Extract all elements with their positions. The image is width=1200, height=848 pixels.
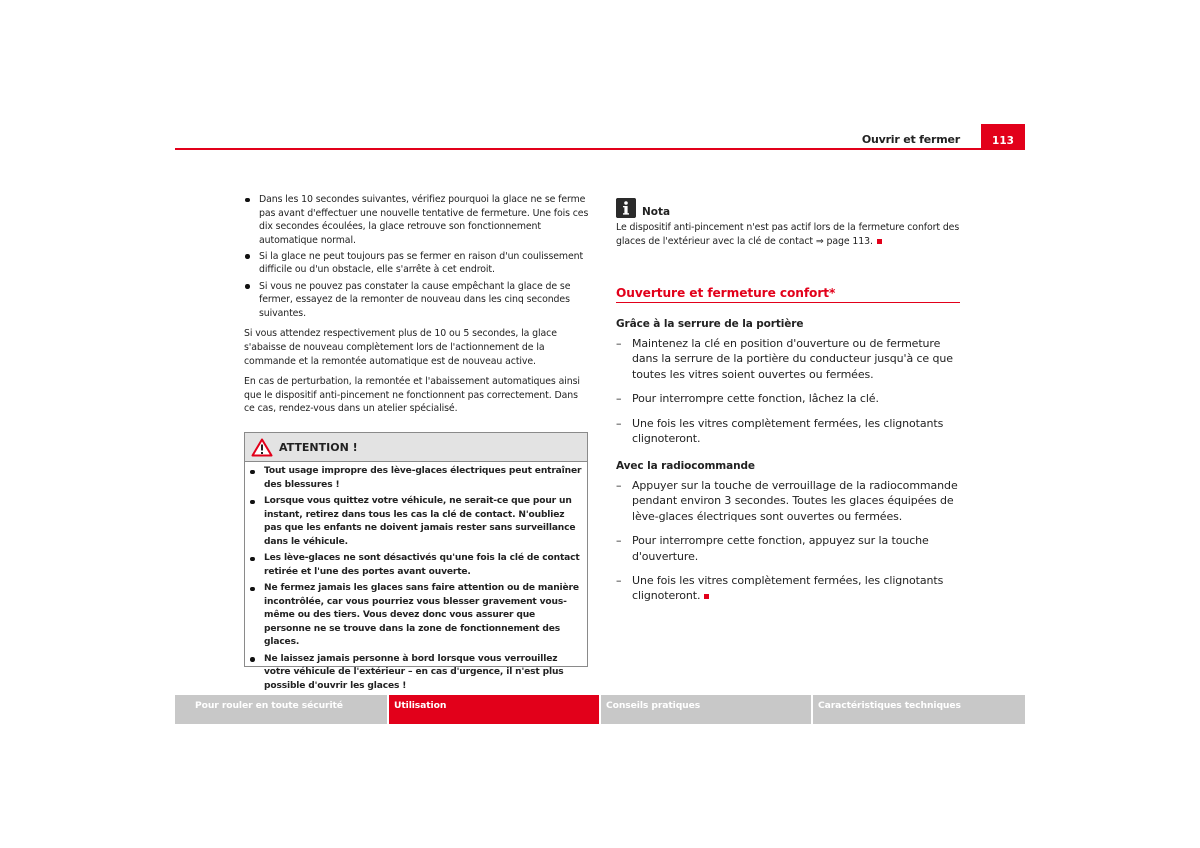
- bullet-icon: [244, 280, 252, 285]
- list-item: Si vous ne pouvez pas constater la cause empêchant la glace de se fermer, essayez de la remonter de nouveau dans les cinq secondes suivantes.: [244, 280, 589, 321]
- subsection-title: Grâce à la serrure de la portière: [616, 318, 804, 330]
- tab-caracteristiques[interactable]: Caractéristiques techniques: [813, 695, 1025, 724]
- bullet-icon: [244, 193, 252, 198]
- list-item: Ne laissez jamais personne à bord lorsque vous verrouillez votre véhicule de l'extérieur – en cas d'urgence, il n'est plus possible d'ouvrir les glaces !: [249, 653, 583, 694]
- end-marker-icon: [704, 594, 709, 599]
- list-item: Tout usage impropre des lève-glaces électriques peut entraîner des blessures !: [249, 465, 583, 492]
- note-title: Nota: [642, 206, 671, 218]
- warning-triangle-icon: [251, 438, 273, 457]
- bullet-icon: [249, 495, 257, 500]
- tab-utilisation[interactable]: Utilisation: [389, 695, 599, 724]
- bullet-icon: [244, 250, 252, 255]
- tab-pour-rouler[interactable]: Pour rouler en toute sécurité: [175, 695, 387, 724]
- list-item: – Maintenez la clé en position d'ouverture ou de fermeture dans la serrure de la portière du conducteur jusqu'à ce que toutes les vitres soient ouvertes ou fermées.: [616, 337, 953, 381]
- tab-conseils-pratiques[interactable]: Conseils pratiques: [601, 695, 811, 724]
- list-item: – Une fois les vitres complètement fermées, les clignotants clignoteront.: [616, 416, 944, 446]
- steps-list: [616, 478, 961, 604]
- attention-box: [244, 432, 588, 691]
- attention-title: ATTENTION !: [279, 440, 358, 454]
- list-item: Dans les 10 secondes suivantes, vérifiez pourquoi la glace ne se ferme pas avant d'effectuer une nouvelle tentative de fermeture. Une fois ces dix secondes écoulées, la glace retrouve son fonctionnement automatique normal.: [244, 193, 589, 247]
- page-number: 113: [981, 124, 1025, 149]
- bullet-icon: [249, 552, 257, 557]
- bullet-icon: [249, 465, 257, 470]
- section-title: Ouverture et fermeture confort*: [616, 286, 836, 300]
- list-item: Ne fermez jamais les glaces sans faire attention ou de manière incontrôlée, car vous pourriez vous blesser gravement vous-même ou des tiers. Vous devez donc vous assurer que personne ne se trouve dans la zone de fonctionnement des glaces.: [249, 582, 583, 650]
- list-item: – Pour interrompre cette fonction, lâchez la clé.: [616, 392, 879, 406]
- list-item: – Pour interrompre cette fonction, appuyez sur la touche d'ouverture.: [616, 534, 929, 563]
- list-item: – Une fois les vitres complètement fermées, les clignotants clignoteront.: [616, 574, 944, 603]
- info-icon: [616, 198, 636, 218]
- footer-nav: [175, 695, 1025, 724]
- attention-header: [245, 433, 587, 462]
- paragraph: Si vous attendez respectivement plus de 10 ou 5 secondes, la glace s'abaisse de nouveau complètement lors de l'actionnement de la commande et la remontée automatique est de nouveau active.: [244, 328, 557, 367]
- paragraph: En cas de perturbation, la remontée et l'abaissement automatiques ainsi que le dispositif anti-pincement ne fonctionnent pas correctement. Dans ce cas, rendez-vous dans un atelier spécialisé.: [244, 376, 580, 415]
- bullet-icon: [249, 653, 257, 658]
- list-item: Lorsque vous quittez votre véhicule, ne serait-ce que pour un instant, retirez dans tous les cas la clé de contact. N'oubliez pas que les enfants ne doivent jamais rester sans surveillance dans le véhicule.: [249, 495, 583, 549]
- note-block: [616, 198, 961, 248]
- list-item: Si la glace ne peut toujours pas se fermer en raison d'un coulissement difficile ou d'un obstacle, elle s'arrête à cet endroit.: [244, 250, 589, 277]
- note-text: Le dispositif anti-pincement n'est pas actif lors de la fermeture confort des glaces de l'extérieur avec la clé de contact ⇒ page 113.: [616, 222, 960, 247]
- end-marker-icon: [877, 239, 882, 244]
- list-item: Les lève-glaces ne sont désactivés qu'une fois la clé de contact retirée et l'une des portes avant ouverte.: [249, 552, 583, 579]
- chapter-title: Ouvrir et fermer: [861, 133, 960, 146]
- steps-list: [616, 336, 961, 446]
- list-item: – Appuyer sur la touche de verrouillage de la radiocommande pendant environ 3 secondes. Toutes les glaces équipées de lève-glaces électriques sont ouvertes ou fermées.: [616, 479, 958, 523]
- attention-body: [245, 462, 587, 693]
- bullet-icon: [249, 582, 257, 587]
- header-divider: [175, 148, 1025, 150]
- subsection-title: Avec la radiocommande: [616, 460, 755, 472]
- section-divider: [616, 302, 960, 303]
- left-column: [244, 193, 589, 416]
